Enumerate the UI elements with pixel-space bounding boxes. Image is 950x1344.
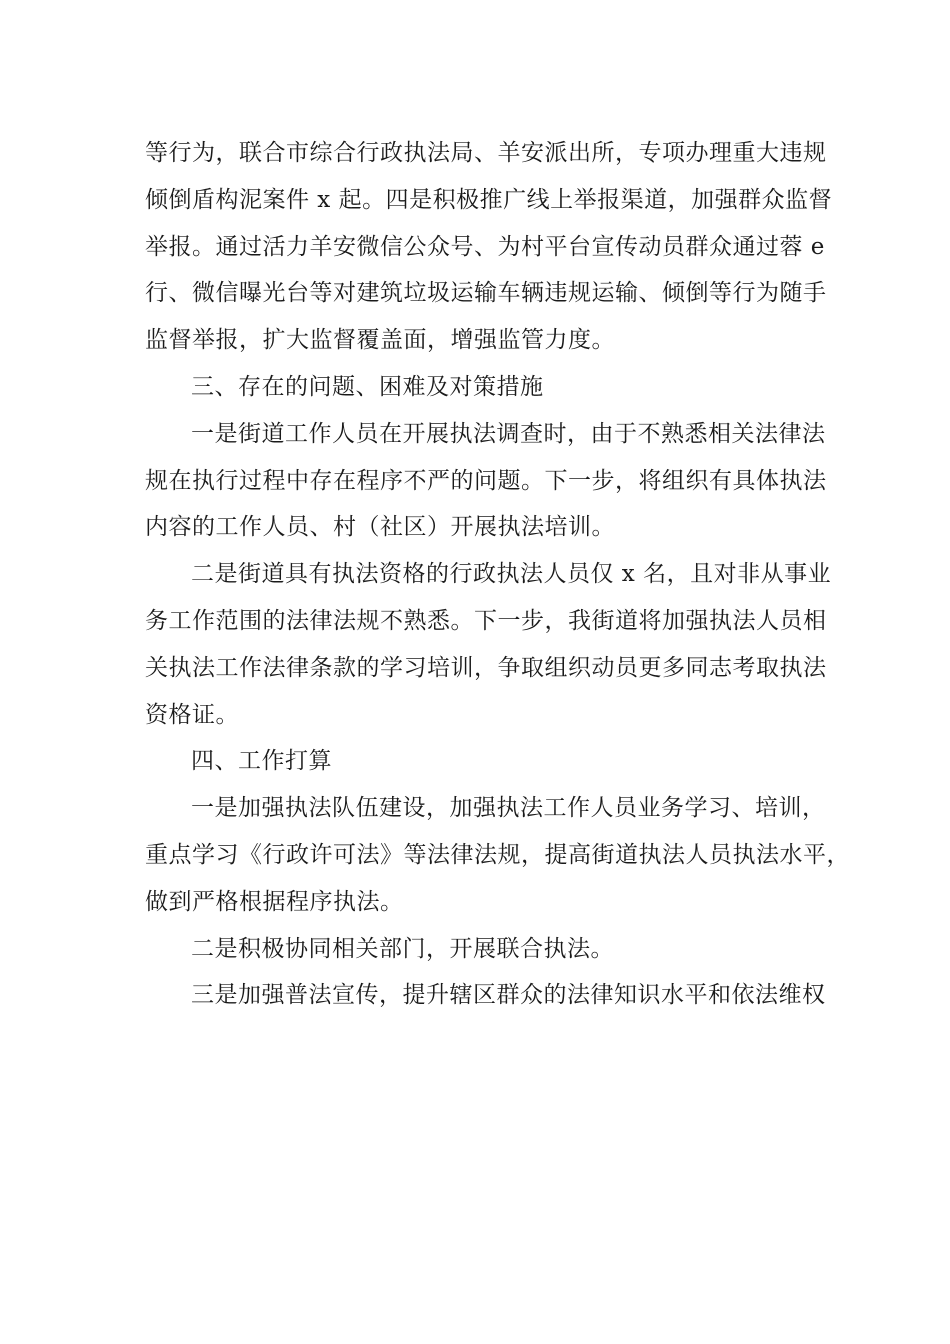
text-line: 行、微信曝光台等对建筑垃圾运输车辆违规运输、倾倒等行为随手 [145,280,827,307]
text-line: 内容的工作人员、村（社区）开展执法培训。 [145,514,615,541]
text-line: 倾倒盾构泥案件 x 起。四是积极推广线上举报渠道，加强群众监督 [145,186,833,213]
text-line: 一是加强执法队伍建设，加强执法工作人员业务学习、培训， [191,795,826,822]
paragraph-1 [145,130,833,364]
text-line: 资格证。 [145,701,239,728]
paragraph-7 [145,926,815,973]
paragraph-6 [145,785,850,925]
text-line: 做到严格根据程序执法。 [145,888,404,915]
text-line: 重点学习《行政许可法》等法律法规，提高街道执法人员执法水平， [145,841,850,868]
text-line: 关执法工作法律条款的学习培训，争取组织动员更多同志考取执法 [145,654,827,681]
text-line: 举报。通过活力羊安微信公众号、为村平台宣传动员群众通过蓉 e [145,233,825,260]
paragraph-8 [145,972,826,1019]
text-line: 一是街道工作人员在开展执法调查时，由于不熟悉相关法律法 [191,420,826,447]
text-line: 三是加强普法宣传，提升辖区群众的法律知识水平和依法维权 [191,982,826,1009]
paragraph-3 [145,411,827,551]
text-line: 监督举报，扩大监督覆盖面，增强监管力度。 [145,327,615,354]
heading-line: 三、存在的问题、困难及对策措施 [191,373,544,400]
text-line: 规在执行过程中存在程序不严的问题。下一步，将组织有具体执法 [145,467,827,494]
text-line: 等行为，联合市综合行政执法局、羊安派出所，专项办理重大违规 [145,140,827,166]
heading-line: 四、工作打算 [191,748,332,775]
text-line: 二是积极协同相关部门，开展联合执法。 [191,935,614,962]
section-heading-3 [145,364,815,411]
section-heading-4 [145,738,815,785]
paragraph-4 [145,551,832,738]
text-line: 二是街道具有执法资格的行政执法人员仅 x 名，且对非从事业 [191,561,832,588]
document-body [145,130,850,1019]
text-line: 务工作范围的法律法规不熟悉。下一步，我街道将加强执法人员相 [145,607,827,634]
